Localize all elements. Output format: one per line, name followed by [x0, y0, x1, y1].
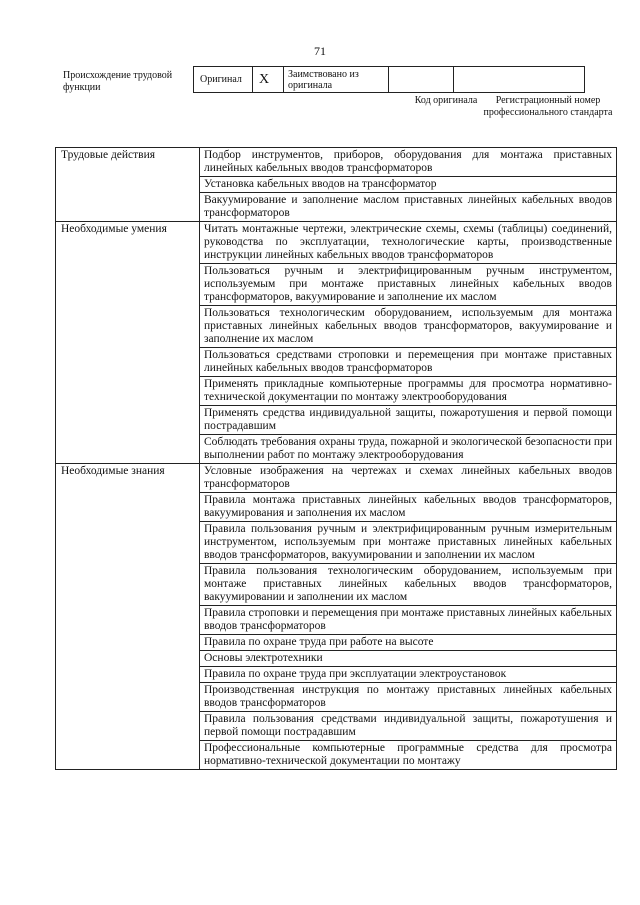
- original-cell: Оригинал: [194, 67, 253, 93]
- section-item: Производственная инструкция по монтажу приставных линейных кабельных вводов трансформаторов: [200, 683, 617, 712]
- section-item: Пользоваться ручным и электрифицированным ручным инструментом, используемым при монтаже приставных линейных кабельных вводов трансформаторов, вакуумирование и заполнение их маслом: [200, 264, 617, 306]
- original-mark: X: [253, 67, 284, 93]
- section-item: Пользоваться средствами строповки и перемещения при монтаже приставных линейных кабельных вводов трансформаторов: [200, 348, 617, 377]
- section-item: Применять средства индивидуальной защиты, пожаротушения и первой помощи пострадавшим: [200, 406, 617, 435]
- table-row: [56, 464, 617, 493]
- section-item: Вакуумирование и заполнение маслом приставных линейных кабельных вводов трансформаторов: [200, 193, 617, 222]
- section-item: Основы электротехники: [200, 651, 617, 667]
- section-item: Читать монтажные чертежи, электрические схемы, схемы (таблицы) соединений, руководства по эксплуатации, технологические карты, производственные инструкции линейных кабельных вводов трансформаторов: [200, 222, 617, 264]
- section-title: Трудовые действия: [56, 148, 200, 222]
- section-item: Правила строповки и перемещения при монтаже приставных линейных кабельных вводов трансформаторов: [200, 606, 617, 635]
- section-item: Правила пользования средствами индивидуальной защиты, пожаротушения и первой помощи пострадавшим: [200, 712, 617, 741]
- borrowed-cell: Заимствовано из оригинала: [284, 67, 389, 93]
- section-item: Подбор инструментов, приборов, оборудования для монтажа приставных линейных кабельных вводов трансформаторов: [200, 148, 617, 177]
- page-number: 71: [314, 44, 326, 58]
- reg-number-cell: [454, 67, 585, 93]
- section-item: Профессиональные компьютерные программные средства для просмотра нормативно-технической документации по монтажу: [200, 741, 617, 770]
- origin-table: [193, 66, 585, 93]
- section-item: Правила по охране труда при эксплуатации электроустановок: [200, 667, 617, 683]
- section-item: Соблюдать требования охраны труда, пожарной и экологической безопасности при выполнении работ по монтажу электрооборудования: [200, 435, 617, 464]
- origin-label: Происхождение трудовой функции: [63, 70, 173, 93]
- section-title: Необходимые умения: [56, 222, 200, 464]
- section-title: Необходимые знания: [56, 464, 200, 770]
- section-item: Применять прикладные компьютерные программы для просмотра нормативно-технической документации по монтажу электрооборудования: [200, 377, 617, 406]
- code-cell: [389, 67, 454, 93]
- code-original-label: Код оригинала: [414, 95, 478, 106]
- section-item: Правила монтажа приставных линейных кабельных вводов трансформаторов, вакуумирования и заполнения их маслом: [200, 493, 617, 522]
- section-item: Условные изображения на чертежах и схемах линейных кабельных вводов трансформаторов: [200, 464, 617, 493]
- table-row: [56, 148, 617, 177]
- reg-number-label: Регистрационный номер профессионального стандарта: [483, 95, 613, 118]
- section-item: Правила пользования ручным и электрифицированным ручным измерительным инструментом, используемым при монтаже приставных линейных кабельных вводов трансформаторов, вакуумировании и заполнении их маслом: [200, 522, 617, 564]
- section-item: Пользоваться технологическим оборудованием, используемым для монтажа приставных линейных кабельных вводов трансформаторов, вакуумирование и заполнение их маслом: [200, 306, 617, 348]
- section-item: Правила по охране труда при работе на высоте: [200, 635, 617, 651]
- section-item: Правила пользования технологическим оборудованием, используемым при монтаже приставных линейных кабельных вводов трансформаторов, вакуумировании и заполнении их маслом: [200, 564, 617, 606]
- section-item: Установка кабельных вводов на трансформатор: [200, 177, 617, 193]
- table-row: [56, 222, 617, 264]
- function-table: [55, 147, 617, 770]
